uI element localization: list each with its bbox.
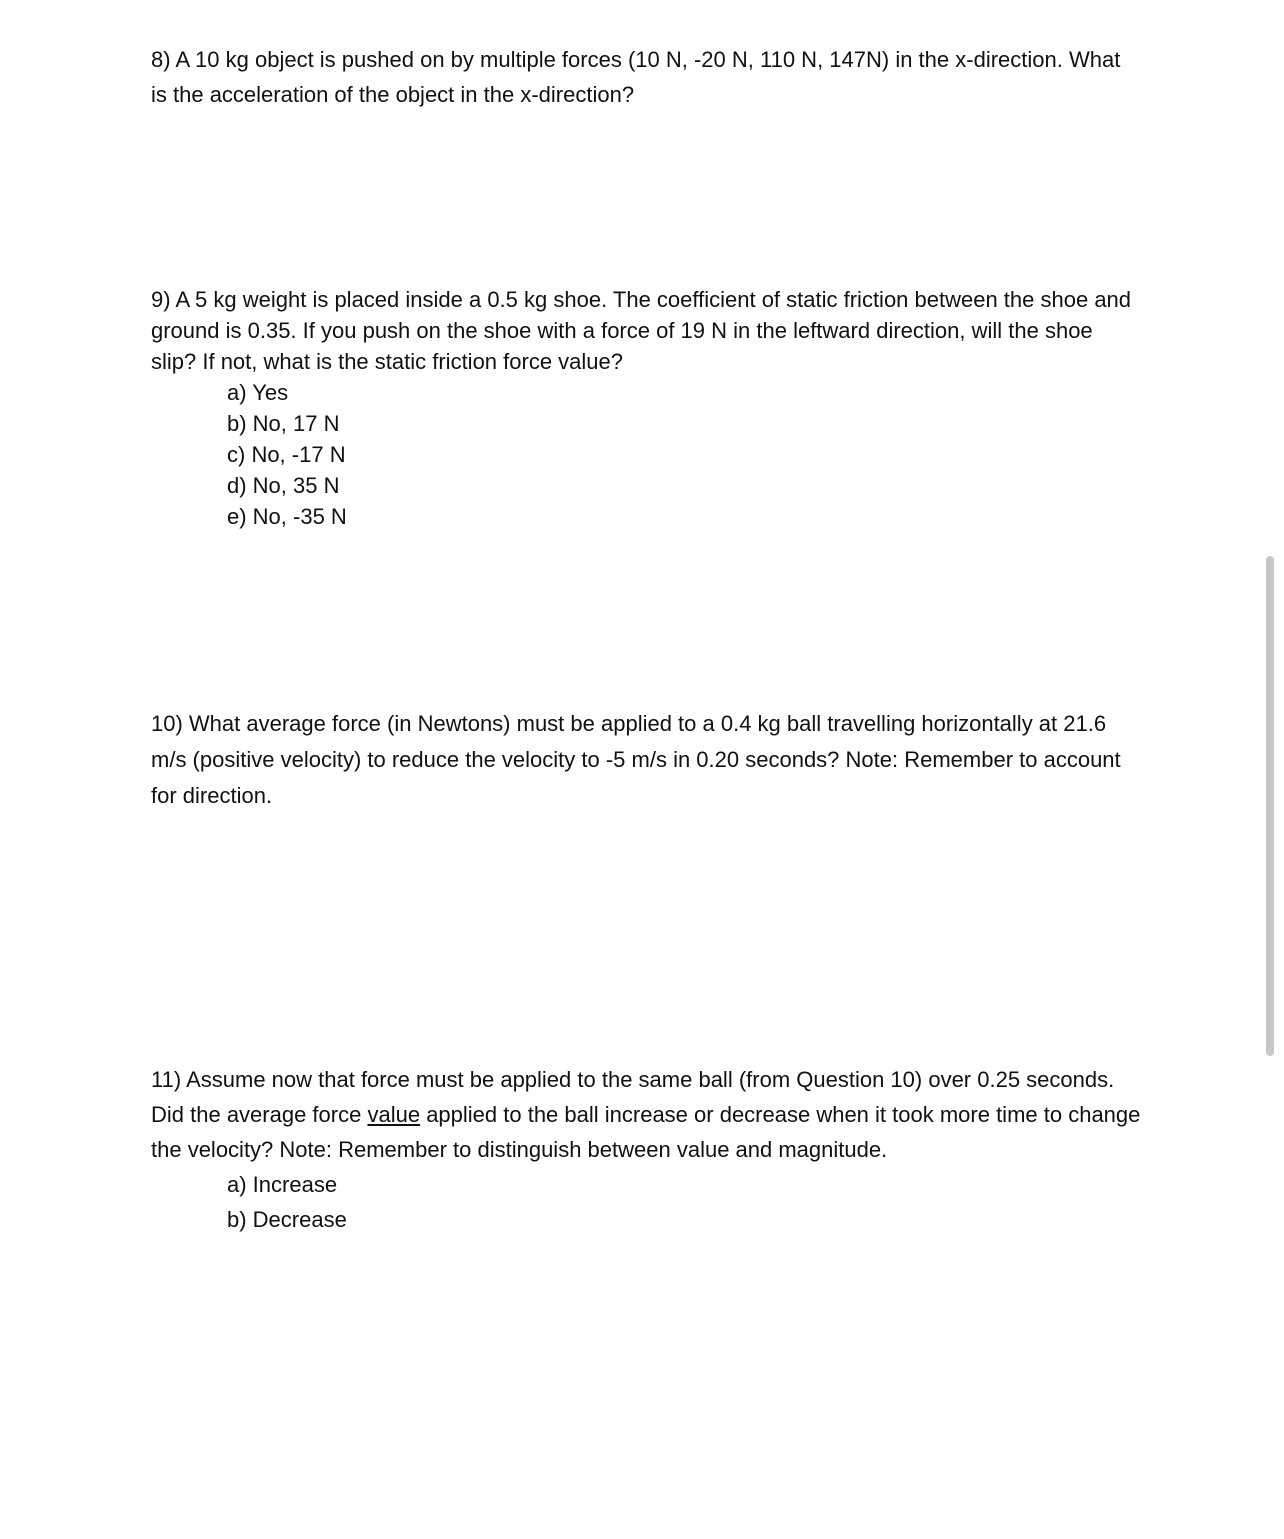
question-8-text — [151, 42, 1141, 112]
question-10 — [151, 706, 1141, 814]
question-11-body-start: Assume now that force must be applied to the same ball (from Question 10) over 0.25 seconds. Did the average force — [151, 1067, 1115, 1127]
question-11-text — [151, 1062, 1141, 1167]
question-9-number: 9) — [151, 287, 171, 312]
option-b: b) No, 17 N — [227, 411, 340, 436]
question-8-number: 8) — [151, 47, 171, 72]
question-9-body: A 5 kg weight is placed inside a 0.5 kg shoe. The coefficient of static friction between the shoe and ground is 0.35. If you push on the shoe with a force of 19 N in the leftward direction, will the shoe slip? If not, what is the static friction force value? — [151, 287, 1132, 374]
question-10-text — [151, 706, 1141, 814]
vertical-scrollbar[interactable] — [1266, 556, 1274, 1056]
option-a: a) Yes — [227, 380, 289, 405]
question-11-body-end: applied to the ball increase or decrease when it took more time to change the velocity? Note: Remember to distinguish between value and magnitude. — [151, 1102, 1141, 1162]
option-b: b) Decrease — [227, 1207, 347, 1232]
question-9-text — [151, 284, 1141, 377]
question-11-number: 11) — [151, 1067, 182, 1092]
option-c: c) No, -17 N — [227, 442, 346, 467]
option-a: a) Increase — [227, 1172, 338, 1197]
option-d: d) No, 35 N — [227, 473, 340, 498]
question-9 — [151, 284, 1141, 532]
question-10-body: What average force (in Newtons) must be applied to a 0.4 kg ball travelling horizontally at 21.6 m/s (positive velocity) to reduce the velocity to -5 m/s in 0.20 seconds? Note: Remember to account for direction. — [151, 711, 1121, 808]
question-8 — [151, 42, 1141, 112]
question-9-options — [151, 377, 1141, 532]
question-11-underlined-word: value — [367, 1102, 421, 1127]
question-10-number: 10) — [151, 711, 183, 736]
question-11-options — [151, 1167, 1141, 1237]
question-8-body: A 10 kg object is pushed on by multiple forces (10 N, -20 N, 110 N, 147N) in the x-direction. What is the acceleration of the object in the x-direction? — [151, 47, 1121, 107]
option-e: e) No, -35 N — [227, 504, 347, 529]
question-11 — [151, 1062, 1141, 1237]
